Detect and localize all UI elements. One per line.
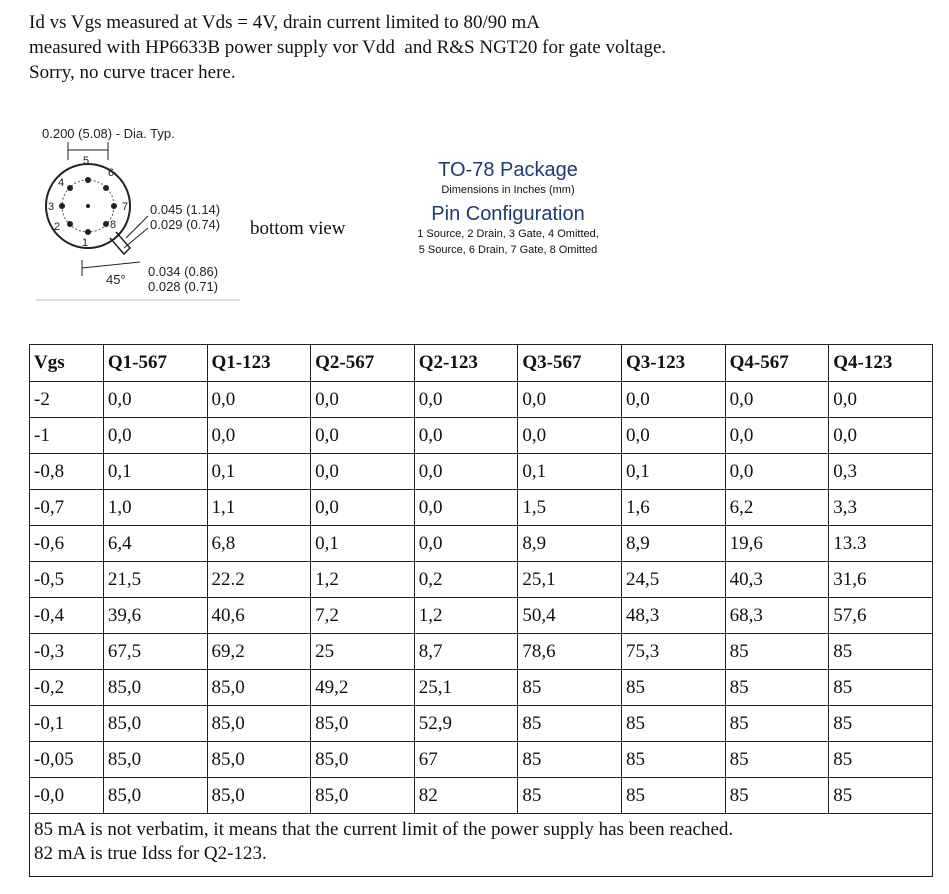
current-cell: 85 [725, 742, 829, 778]
current-cell: 49,2 [311, 670, 415, 706]
current-cell: 85 [829, 706, 933, 742]
current-cell: 68,3 [725, 598, 829, 634]
vgs-cell: -1 [30, 418, 104, 454]
table-row [30, 742, 933, 778]
current-cell: 85,0 [207, 670, 311, 706]
current-cell: 85 [829, 778, 933, 814]
current-cell: 22.2 [207, 562, 311, 598]
current-cell: 85,0 [207, 706, 311, 742]
current-cell: 0,0 [311, 382, 415, 418]
current-cell: 1,5 [518, 490, 622, 526]
table-row [30, 706, 933, 742]
intro-text [29, 10, 666, 85]
vgs-cell: -0,0 [30, 778, 104, 814]
current-cell: 25 [311, 634, 415, 670]
current-cell: 31,6 [829, 562, 933, 598]
current-cell: 57,6 [829, 598, 933, 634]
column-header: Q3-567 [518, 345, 622, 382]
table-note [30, 814, 933, 877]
vgs-cell: -0,7 [30, 490, 104, 526]
current-cell: 39,6 [103, 598, 207, 634]
current-cell: 50,4 [518, 598, 622, 634]
pin-4-label: 4 [58, 177, 65, 189]
current-cell: 21,5 [103, 562, 207, 598]
column-header: Q4-123 [829, 345, 933, 382]
current-cell: 85 [622, 742, 726, 778]
pin-config-line-1: 1 Source, 2 Drain, 3 Gate, 4 Omitted, [417, 228, 599, 240]
current-cell: 0,1 [207, 454, 311, 490]
current-cell: 85 [725, 778, 829, 814]
current-cell: 0,0 [414, 526, 518, 562]
table-row [30, 454, 933, 490]
current-cell: 85 [725, 706, 829, 742]
current-cell: 85,0 [311, 778, 415, 814]
current-cell: 8,7 [414, 634, 518, 670]
table-row [30, 490, 933, 526]
current-cell: 69,2 [207, 634, 311, 670]
table-row [30, 418, 933, 454]
package-title: TO-78 Package [438, 159, 578, 181]
table-note-row [30, 814, 933, 877]
current-cell: 48,3 [622, 598, 726, 634]
current-cell: 6,8 [207, 526, 311, 562]
vgs-cell: -0,05 [30, 742, 104, 778]
current-cell: 19,6 [725, 526, 829, 562]
vgs-cell: -0,4 [30, 598, 104, 634]
intro-line-3: Sorry, no curve tracer here. [29, 62, 236, 83]
current-cell: 85,0 [311, 742, 415, 778]
table-row [30, 562, 933, 598]
current-cell: 0,0 [414, 418, 518, 454]
dim-tab-length: 0.034 (0.86) [148, 264, 219, 279]
current-cell: 85,0 [103, 778, 207, 814]
current-cell: 0,0 [207, 382, 311, 418]
table-body [30, 382, 933, 814]
current-cell: 75,3 [622, 634, 726, 670]
current-cell: 6,2 [725, 490, 829, 526]
table-row [30, 634, 933, 670]
pin-config-title: Pin Configuration [431, 203, 585, 225]
column-header: Q3-123 [622, 345, 726, 382]
pin-8-label: 8 [110, 219, 117, 231]
current-cell: 0,0 [103, 418, 207, 454]
vgs-cell: -0,3 [30, 634, 104, 670]
current-cell: 1,6 [622, 490, 726, 526]
pin-7-label: 7 [122, 201, 129, 213]
current-cell: 0,0 [622, 382, 726, 418]
current-cell: 85 [518, 778, 622, 814]
current-cell: 0,0 [829, 418, 933, 454]
current-cell: 0,0 [311, 418, 415, 454]
current-cell: 0,0 [518, 382, 622, 418]
current-cell: 24,5 [622, 562, 726, 598]
current-cell: 0,0 [725, 382, 829, 418]
current-cell: 0,0 [725, 454, 829, 490]
current-cell: 0,0 [622, 418, 726, 454]
intro-line-2: measured with HP6633B power supply vor Vdd and R&S NGT20 for gate voltage. [29, 37, 667, 58]
table-row [30, 670, 933, 706]
current-cell: 0,0 [311, 490, 415, 526]
current-cell: 85 [725, 670, 829, 706]
current-cell: 8,9 [518, 526, 622, 562]
current-cell: 85 [518, 670, 622, 706]
column-header: Q1-567 [103, 345, 207, 382]
pin-6-label: 6 [108, 167, 115, 179]
current-cell: 0,0 [725, 418, 829, 454]
current-cell: 25,1 [518, 562, 622, 598]
current-cell: 1,0 [103, 490, 207, 526]
dim-tab-length-min: 0.028 (0.71) [148, 279, 219, 294]
angle-label: 45° [106, 272, 126, 287]
current-cell: 85,0 [207, 778, 311, 814]
current-cell: 85 [622, 778, 726, 814]
current-cell: 0,1 [103, 454, 207, 490]
current-cell: 0,1 [622, 454, 726, 490]
current-cell: 85 [622, 706, 726, 742]
current-cell: 85,0 [103, 742, 207, 778]
current-cell: 0,0 [311, 454, 415, 490]
current-cell: 0,0 [518, 418, 622, 454]
current-cell: 52,9 [414, 706, 518, 742]
current-cell: 40,6 [207, 598, 311, 634]
current-cell: 78,6 [518, 634, 622, 670]
column-header: Q2-123 [414, 345, 518, 382]
current-cell: 85 [518, 706, 622, 742]
vgs-cell: -0,1 [30, 706, 104, 742]
current-cell: 0,0 [207, 418, 311, 454]
table-row [30, 526, 933, 562]
current-cell: 85,0 [103, 706, 207, 742]
current-cell: 85 [725, 634, 829, 670]
column-header: Q2-567 [311, 345, 415, 382]
current-cell: 6,4 [103, 526, 207, 562]
column-header: Vgs [30, 345, 104, 382]
current-cell: 1,1 [207, 490, 311, 526]
intro-line-1: Id vs Vgs measured at Vds = 4V, drain current limited to 80/90 mA [29, 12, 540, 33]
current-cell: 8,9 [622, 526, 726, 562]
bottom-view-label: bottom view [250, 218, 346, 239]
pin-5-label: 5 [83, 155, 90, 167]
current-cell: 85 [829, 634, 933, 670]
current-cell: 0,2 [414, 562, 518, 598]
pin-1-label: 1 [82, 237, 89, 249]
table-row [30, 382, 933, 418]
vgs-cell: -0,5 [30, 562, 104, 598]
current-cell: 13.3 [829, 526, 933, 562]
pin-2-label: 2 [54, 221, 61, 233]
current-cell: 0,3 [829, 454, 933, 490]
current-cell: 0,0 [414, 382, 518, 418]
vgs-cell: -0,8 [30, 454, 104, 490]
id-vgs-table [29, 344, 933, 877]
to78-package-drawing [30, 120, 250, 305]
current-cell: 7,2 [311, 598, 415, 634]
dim-diameter-label: 0.200 (5.08) - Dia. Typ. [42, 126, 175, 141]
current-cell: 85 [622, 670, 726, 706]
table-row [30, 778, 933, 814]
package-info [398, 158, 618, 258]
pin-config-line-2: 5 Source, 6 Drain, 7 Gate, 8 Omitted [418, 244, 598, 256]
current-cell: 0,0 [103, 382, 207, 418]
vgs-cell: -2 [30, 382, 104, 418]
table-row [30, 598, 933, 634]
current-cell: 85 [829, 670, 933, 706]
current-cell: 67,5 [103, 634, 207, 670]
dim-tab-width: 0.045 (1.14) [150, 202, 221, 217]
column-header: Q4-567 [725, 345, 829, 382]
table-header-row [30, 345, 933, 382]
dim-tab-width-min: 0.029 (0.74) [150, 217, 221, 232]
current-cell: 1,2 [414, 598, 518, 634]
note-line-2: 82 mA is true Idss for Q2-123. [34, 843, 267, 864]
current-cell: 67 [414, 742, 518, 778]
vgs-cell: -0,6 [30, 526, 104, 562]
current-cell: 0,0 [414, 454, 518, 490]
pin-3-label: 3 [48, 201, 55, 213]
current-cell: 85,0 [311, 706, 415, 742]
current-cell: 85 [829, 742, 933, 778]
current-cell: 85,0 [103, 670, 207, 706]
current-cell: 3,3 [829, 490, 933, 526]
current-cell: 0,0 [829, 382, 933, 418]
dimensions-note: Dimensions in Inches (mm) [441, 184, 575, 196]
current-cell: 40,3 [725, 562, 829, 598]
current-cell: 0,1 [518, 454, 622, 490]
current-cell: 85 [518, 742, 622, 778]
current-cell: 1,2 [311, 562, 415, 598]
vgs-cell: -0,2 [30, 670, 104, 706]
current-cell: 0,1 [311, 526, 415, 562]
column-header: Q1-123 [207, 345, 311, 382]
current-cell: 25,1 [414, 670, 518, 706]
current-cell: 0,0 [414, 490, 518, 526]
current-cell: 82 [414, 778, 518, 814]
current-cell: 85,0 [207, 742, 311, 778]
note-line-1: 85 mA is not verbatim, it means that the current limit of the power supply has been reached. [34, 819, 734, 840]
